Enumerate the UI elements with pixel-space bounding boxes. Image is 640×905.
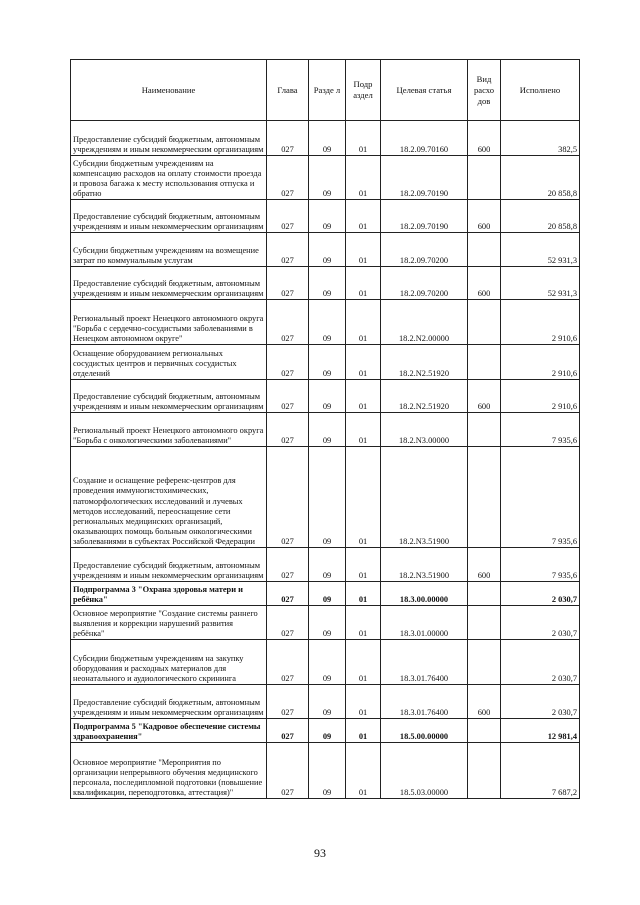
cell-expense-type (468, 233, 501, 267)
cell-section: 09 (309, 447, 346, 548)
cell-subsection: 01 (346, 380, 381, 413)
table-row (71, 121, 580, 156)
cell-subsection: 01 (346, 200, 381, 233)
cell-chapter: 027 (267, 413, 309, 447)
cell-chapter: 027 (267, 743, 309, 799)
cell-expense-type: 600 (468, 200, 501, 233)
cell-chapter: 027 (267, 267, 309, 300)
cell-chapter: 027 (267, 380, 309, 413)
cell-target: 18.2.09.70200 (381, 267, 468, 300)
cell-name: Субсидии бюджетным учреждениям на возмещение затрат по коммунальным услугам (71, 233, 267, 267)
cell-subsection: 01 (346, 267, 381, 300)
cell-target: 18.2.09.70190 (381, 200, 468, 233)
cell-section: 09 (309, 300, 346, 345)
table-row (71, 719, 580, 743)
cell-expense-type: 600 (468, 548, 501, 582)
cell-section: 09 (309, 156, 346, 200)
cell-subsection: 01 (346, 743, 381, 799)
cell-expense-type (468, 582, 501, 606)
cell-name: Оснащение оборудованием региональных сосудистых центров и первичных сосудистых отделений (71, 345, 267, 380)
page-number: 93 (314, 846, 326, 860)
cell-name: Основное мероприятие "Создание системы раннего выявления и коррекции нарушений развития ребёнка" (71, 606, 267, 640)
cell-executed: 382,5 (501, 121, 580, 156)
cell-executed: 2 910,6 (501, 300, 580, 345)
cell-executed: 7 935,6 (501, 447, 580, 548)
cell-target: 18.3.01.76400 (381, 685, 468, 719)
cell-executed: 52 931,3 (501, 267, 580, 300)
table-row (71, 743, 580, 799)
cell-chapter: 027 (267, 685, 309, 719)
cell-target: 18.2.N2.51920 (381, 345, 468, 380)
cell-section: 09 (309, 233, 346, 267)
cell-section: 09 (309, 413, 346, 447)
header-expense-type: Вид расхо дов (468, 60, 501, 121)
cell-executed: 20 858,8 (501, 200, 580, 233)
cell-subsection: 01 (346, 156, 381, 200)
table-row (71, 380, 580, 413)
cell-expense-type: 600 (468, 685, 501, 719)
cell-chapter: 027 (267, 300, 309, 345)
table-row (71, 685, 580, 719)
cell-executed: 52 931,3 (501, 233, 580, 267)
cell-subsection: 01 (346, 413, 381, 447)
header-section: Разде л (309, 60, 346, 121)
cell-name: Региональный проект Ненецкого автономного округа "Борьба с сердечно-сосудистыми заболеваниями в Ненецком автономном округе" (71, 300, 267, 345)
cell-target: 18.2.N3.51900 (381, 447, 468, 548)
cell-subsection: 01 (346, 719, 381, 743)
cell-chapter: 027 (267, 345, 309, 380)
table-row (71, 413, 580, 447)
cell-target: 18.2.09.70190 (381, 156, 468, 200)
cell-chapter: 027 (267, 233, 309, 267)
header-target: Целевая статья (381, 60, 468, 121)
table-row (71, 233, 580, 267)
budget-table (70, 59, 580, 799)
cell-executed: 20 858,8 (501, 156, 580, 200)
cell-section: 09 (309, 640, 346, 685)
cell-name: Предоставление субсидий бюджетным, автономным учреждениям и иным некоммерческим организациям (71, 548, 267, 582)
cell-target: 18.2.N2.00000 (381, 300, 468, 345)
cell-executed: 7 935,6 (501, 413, 580, 447)
cell-name: Предоставление субсидий бюджетным, автономным учреждениям и иным некоммерческим организациям (71, 121, 267, 156)
cell-target: 18.5.00.00000 (381, 719, 468, 743)
table-row (71, 345, 580, 380)
cell-executed: 2 030,7 (501, 640, 580, 685)
table-row (71, 548, 580, 582)
cell-expense-type (468, 640, 501, 685)
cell-section: 09 (309, 685, 346, 719)
cell-section: 09 (309, 345, 346, 380)
cell-expense-type (468, 719, 501, 743)
cell-target: 18.2.N2.51920 (381, 380, 468, 413)
cell-expense-type: 600 (468, 380, 501, 413)
cell-target: 18.2.N3.51900 (381, 548, 468, 582)
cell-subsection: 01 (346, 233, 381, 267)
cell-target: 18.5.03.00000 (381, 743, 468, 799)
cell-name: Предоставление субсидий бюджетным, автономным учреждениям и иным некоммерческим организациям (71, 267, 267, 300)
cell-target: 18.3.00.00000 (381, 582, 468, 606)
cell-section: 09 (309, 200, 346, 233)
cell-chapter: 027 (267, 719, 309, 743)
header-chapter: Глава (267, 60, 309, 121)
cell-name: Основное мероприятие "Мероприятия по организации непрерывного обучения медицинского персонала, последипломной подготовки (повышение квалификации, переподготовка, аттестация)" (71, 743, 267, 799)
cell-subsection: 01 (346, 548, 381, 582)
cell-subsection: 01 (346, 582, 381, 606)
cell-section: 09 (309, 606, 346, 640)
cell-executed: 12 981,4 (501, 719, 580, 743)
cell-target: 18.2.09.70160 (381, 121, 468, 156)
cell-expense-type (468, 413, 501, 447)
table-row (71, 200, 580, 233)
cell-expense-type (468, 156, 501, 200)
cell-executed: 2 910,6 (501, 345, 580, 380)
cell-section: 09 (309, 267, 346, 300)
header-name: Наименование (71, 60, 267, 121)
cell-chapter: 027 (267, 548, 309, 582)
cell-target: 18.3.01.00000 (381, 606, 468, 640)
cell-subsection: 01 (346, 685, 381, 719)
cell-name: Создание и оснащение референс-центров для проведения иммуногистохимических, патоморфологических исследований и лучевых методов исследований, переоснащение сети региональных медицинских организаций, оказывающих помощь больным онкологическими заболеваниями в субъектах Российской Федерации (71, 447, 267, 548)
cell-name: Субсидии бюджетным учреждениям на компенсацию расходов на оплату стоимости проезда и провоза багажа к месту использования отпуска и обратно (71, 156, 267, 200)
cell-chapter: 027 (267, 606, 309, 640)
cell-section: 09 (309, 719, 346, 743)
cell-subsection: 01 (346, 447, 381, 548)
cell-subsection: 01 (346, 640, 381, 685)
table-row (71, 300, 580, 345)
cell-section: 09 (309, 548, 346, 582)
cell-expense-type: 600 (468, 121, 501, 156)
table-row (71, 267, 580, 300)
table-row (71, 606, 580, 640)
cell-subsection: 01 (346, 345, 381, 380)
cell-expense-type (468, 606, 501, 640)
cell-name: Предоставление субсидий бюджетным, автономным учреждениям и иным некоммерческим организациям (71, 200, 267, 233)
cell-subsection: 01 (346, 300, 381, 345)
table-row (71, 582, 580, 606)
cell-section: 09 (309, 380, 346, 413)
cell-target: 18.2.09.70200 (381, 233, 468, 267)
cell-chapter: 027 (267, 200, 309, 233)
cell-chapter: 027 (267, 447, 309, 548)
cell-executed: 7 687,2 (501, 743, 580, 799)
table-body (71, 121, 580, 799)
cell-executed: 2 030,7 (501, 582, 580, 606)
cell-expense-type (468, 300, 501, 345)
cell-executed: 7 935,6 (501, 548, 580, 582)
cell-chapter: 027 (267, 582, 309, 606)
cell-chapter: 027 (267, 640, 309, 685)
cell-subsection: 01 (346, 121, 381, 156)
cell-name: Подпрограмма 3 "Охрана здоровья матери и ребёнка" (71, 582, 267, 606)
cell-expense-type: 600 (468, 267, 501, 300)
table-row (71, 156, 580, 200)
cell-subsection: 01 (346, 606, 381, 640)
header-subsection: Подр аздел (346, 60, 381, 121)
cell-expense-type (468, 447, 501, 548)
header-executed: Исполнено (501, 60, 580, 121)
cell-name: Региональный проект Ненецкого автономного округа "Борьба с онкологическими заболеваниями" (71, 413, 267, 447)
cell-name: Предоставление субсидий бюджетным, автономным учреждениям и иным некоммерческим организациям (71, 685, 267, 719)
cell-section: 09 (309, 743, 346, 799)
cell-executed: 2 030,7 (501, 685, 580, 719)
cell-name: Предоставление субсидий бюджетным, автономным учреждениям и иным некоммерческим организациям (71, 380, 267, 413)
cell-target: 18.2.N3.00000 (381, 413, 468, 447)
cell-name: Субсидии бюджетным учреждениям на закупку оборудования и расходных материалов для неонатального и аудиологического скрининга (71, 640, 267, 685)
cell-expense-type (468, 743, 501, 799)
table-row (71, 447, 580, 548)
cell-name: Подпрограмма 5 "Кадровое обеспечение системы здравоохранения" (71, 719, 267, 743)
cell-chapter: 027 (267, 156, 309, 200)
cell-target: 18.3.01.76400 (381, 640, 468, 685)
table-row (71, 640, 580, 685)
table-header-row (71, 60, 580, 121)
cell-section: 09 (309, 582, 346, 606)
cell-section: 09 (309, 121, 346, 156)
cell-executed: 2 910,6 (501, 380, 580, 413)
cell-expense-type (468, 345, 501, 380)
cell-chapter: 027 (267, 121, 309, 156)
cell-executed: 2 030,7 (501, 606, 580, 640)
